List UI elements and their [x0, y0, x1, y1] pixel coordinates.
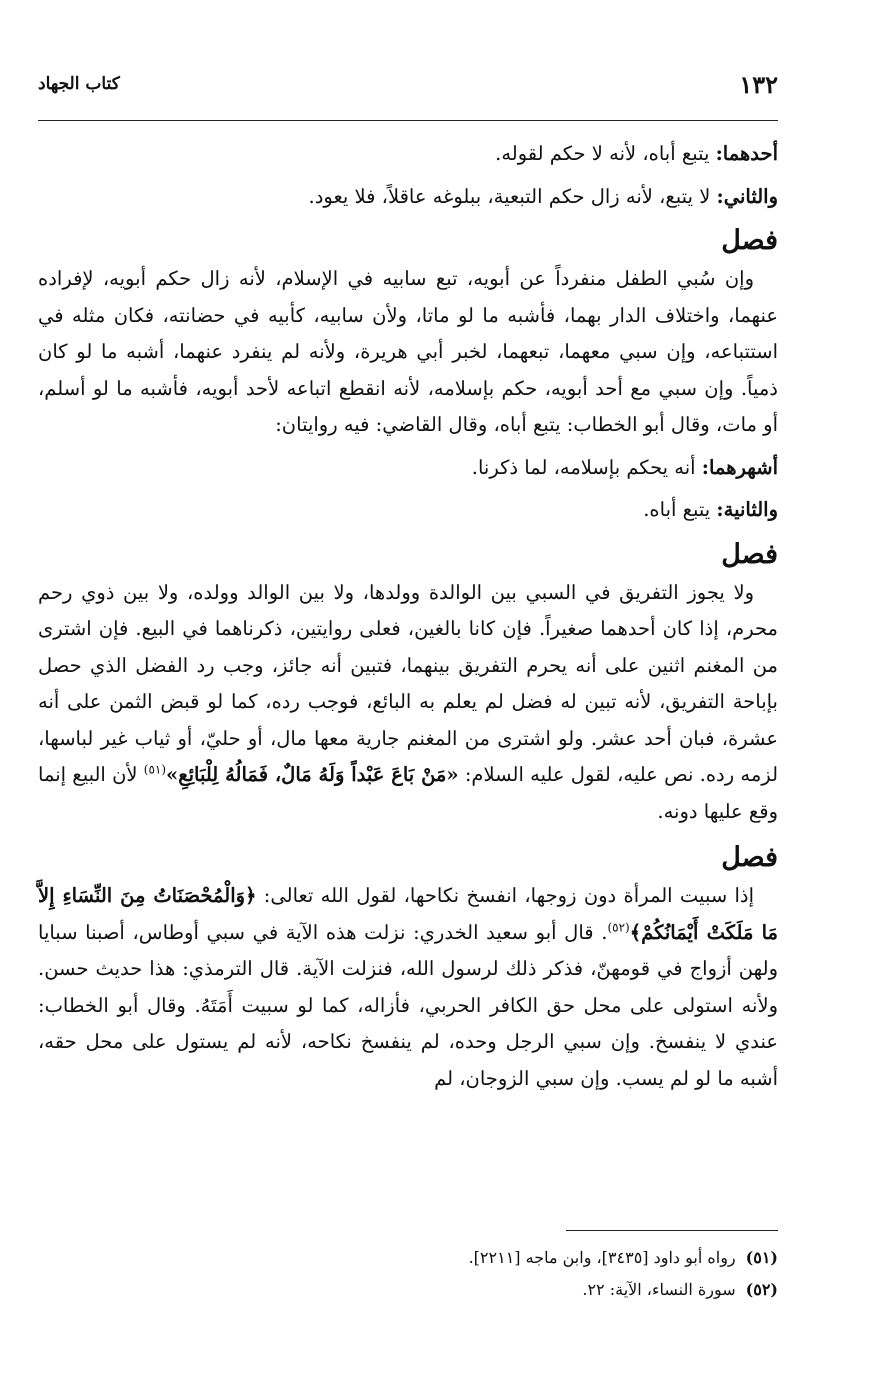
- footnotes: [38, 1242, 778, 1306]
- page-header: [38, 70, 778, 108]
- section-heading: فصل: [721, 538, 778, 570]
- page-body: [38, 136, 778, 1097]
- body-paragraph: إذا سبيت المرأة دون زوجها، انفسخ نكاحها، لقول الله تعالى: ﴿وَالْمُحْصَنَاتُ مِنَ النِّسَاءِ إِلاَّ مَا مَلَكَتْ أَيْمَانُكُمْ﴾$^{(٥٢)}$. قال أبو سعيد الخدري: نزلت هذه الآية في سبي أوطاس، أصبنا سبايا ولهن أزواج في قومهنّ، فذكر ذلك لرسول الله، فنزلت الآية. قال الترمذي: هذا حديث حسن. ولأنه استولى على محل حق الكافر الحربي، فأزاله، كما لو سبيت أَمَتَهُ. وقال أبو الخطاب: عندي لا ينفسخ. وإن سبي الرجل وحده، لم ينفسخ نكاحه، لأنه لم يستول على محل حقه، أشبه ما لو لم يسب. وإن سبي الزوجان، لم: [38, 884, 778, 1090]
- running-title: كتاب الجهاد: [38, 74, 120, 94]
- header-rule: [38, 120, 778, 121]
- definition-first: أحدهما: يتبع أباه، لأنه لا حكم لقوله.: [495, 142, 778, 165]
- definition-second: والثانية: يتبع أباه.: [643, 498, 778, 521]
- footnote: (٥٢)سورة النساء، الآية: ٢٢.: [582, 1280, 778, 1299]
- section-heading: فصل: [721, 842, 778, 873]
- footnote-ref: (٥١): [143, 762, 167, 777]
- body-paragraph: وإن سُبي الطفل منفرداً عن أبويه، تبع سابيه في الإسلام، لأنه زال حكم أبويه، لإفراده عنهما، واختلاف الدار بهما، فأشبه ما لو ماتا، ولأن سابيه، كأبيه في حضانته، فكان مثله في استتباعه، وإن سبي معهما، تبعهما، لخبر أبي هريرة، ولأنه لم ينفرد عنهما، أشبه ما لو كان ذمياً. وإن سبي مع أحد أبويه، حكم بإسلامه، لأنه انقطع اتباعه لأحد أبويه، فأشبه ما لو أسلم، أو مات، وقال أبو الخطاب: يتبع أباه، وقال القاضي: فيه روايتان:: [38, 267, 778, 436]
- footnote: (٥١)رواه أبو داود [٣٤٣٥]، وابن ماجه [٢٢١١].: [468, 1248, 778, 1267]
- footnote-rule: [566, 1230, 778, 1231]
- quran-quote: ﴿وَالْمُحْصَنَاتُ مِنَ النِّسَاءِ إِلاَّ مَا مَلَكَتْ أَيْمَانُكُمْ﴾: [38, 884, 778, 944]
- section-heading: فصل: [721, 225, 778, 256]
- footnote-ref: (٥٢): [607, 920, 630, 934]
- page-number: ١٣٢: [739, 70, 778, 99]
- hadith-quote: «مَنْ بَاعَ عَبْداً وَلَهُ مَالٌ، فَمَالُهُ لِلْبَائِعِ»: [166, 763, 459, 786]
- definition-first: أشهرهما: أنه يحكم بإسلامه، لما ذكرنا.: [471, 455, 778, 479]
- book-page: [38, 70, 778, 1350]
- body-paragraph: ولا يجوز التفريق في السبي بين الوالدة وولدها، ولا بين الوالد وولده، ولا بين ذوي رحم محرم، إذا كان أحدهما صغيراً. فإن كانا بالغين، فعلى روايتين، ذكرناهما في البيع. فإن اشترى من المغنم اثنين على أنه يحرم التفريق بينهما، فتبين أنه جائز، وجب رد الفضل الذي حصل بإباحة التفريق، لأنه تبين له فضل لم يعلم به البائع، فوجب رده، كما لو قبض الثمن على أنه عشرة، فبان أحد عشر. ولو اشترى من المغنم جارية معها مال، أو حليّ، أو ثياب غير لباسها، لزمه رده. نص عليه، لقول عليه السلام: «مَنْ بَاعَ عَبْداً وَلَهُ مَالٌ، فَمَالُهُ لِلْبَائِعِ»$^{(٥١)}$ لأن البيع إنما وقع عليها دونه.: [38, 580, 779, 823]
- definition-second: والثاني: لا يتبع، لأنه زال حكم التبعية، ببلوغه عاقلاً، فلا يعود.: [308, 184, 778, 208]
